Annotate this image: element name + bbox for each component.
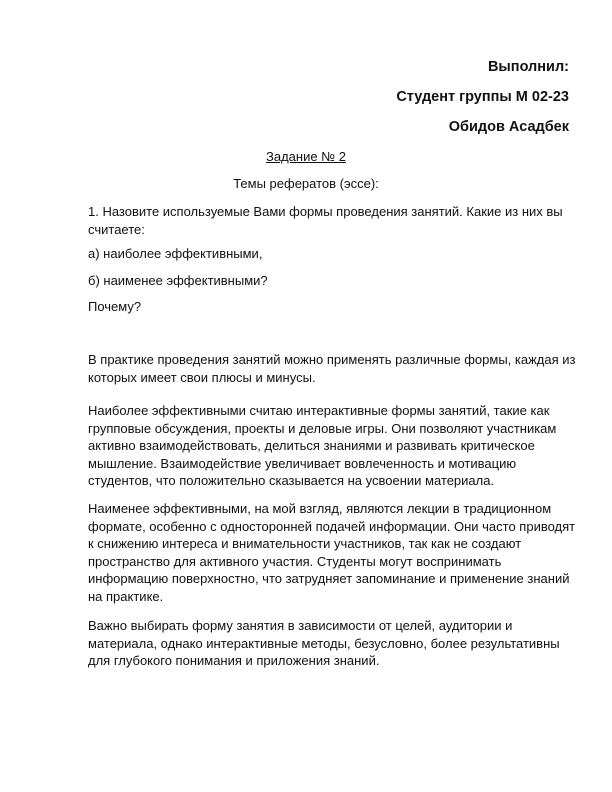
question-text: 1. Назовите используемые Вами формы проведения занятий. Какие из них вы считаете: [88, 204, 563, 237]
task-title [0, 149, 612, 165]
option-a: а) наиболее эффективными, [88, 246, 263, 261]
option-b: б) наименее эффективными? [88, 273, 268, 288]
why-question: Почему? [88, 299, 142, 314]
topics-heading: Темы рефератов (эссе): [233, 176, 379, 191]
answer-paragraph-most-effective: Наиболее эффективными считаю интерактивные формы занятий, такие как групповые обсуждения, проекты и деловые игры. Они позволяют участникам активно взаимодействовать, делиться знаниями и развивать критическое мышление. Взаимодействие увеличивает вовлеченность и мотивацию студентов, что положительно сказывается на усвоении материала. [88, 403, 557, 488]
task-title-text: Задание № 2 [266, 149, 346, 164]
answer-paragraph-conclusion: Важно выбирать форму занятия в зависимости от целей, аудитории и материала, однако интерактивные методы, безусловно, более результативны для глубокого понимания и приложения знаний. [88, 618, 560, 668]
student-group: Студент группы М 02-23 [396, 89, 569, 105]
author-label: Выполнил: [487, 59, 569, 75]
answer-paragraph-intro: В практике проведения занятий можно применять различные формы, каждая из которых имеет свои плюсы и минусы. [88, 352, 576, 385]
answer-paragraph-least-effective: Наименее эффективными, на мой взгляд, являются лекции в традиционном формате, особенно с односторонней подачей информации. Они часто приводят к снижению интереса и внимательности участников, так как не создают пространство для активного участия. Студенты могут воспринимать информацию поверхностно, что затрудняет запоминание и применение знаний на практике. [88, 501, 576, 604]
student-name: Обидов Асадбек [448, 119, 569, 135]
